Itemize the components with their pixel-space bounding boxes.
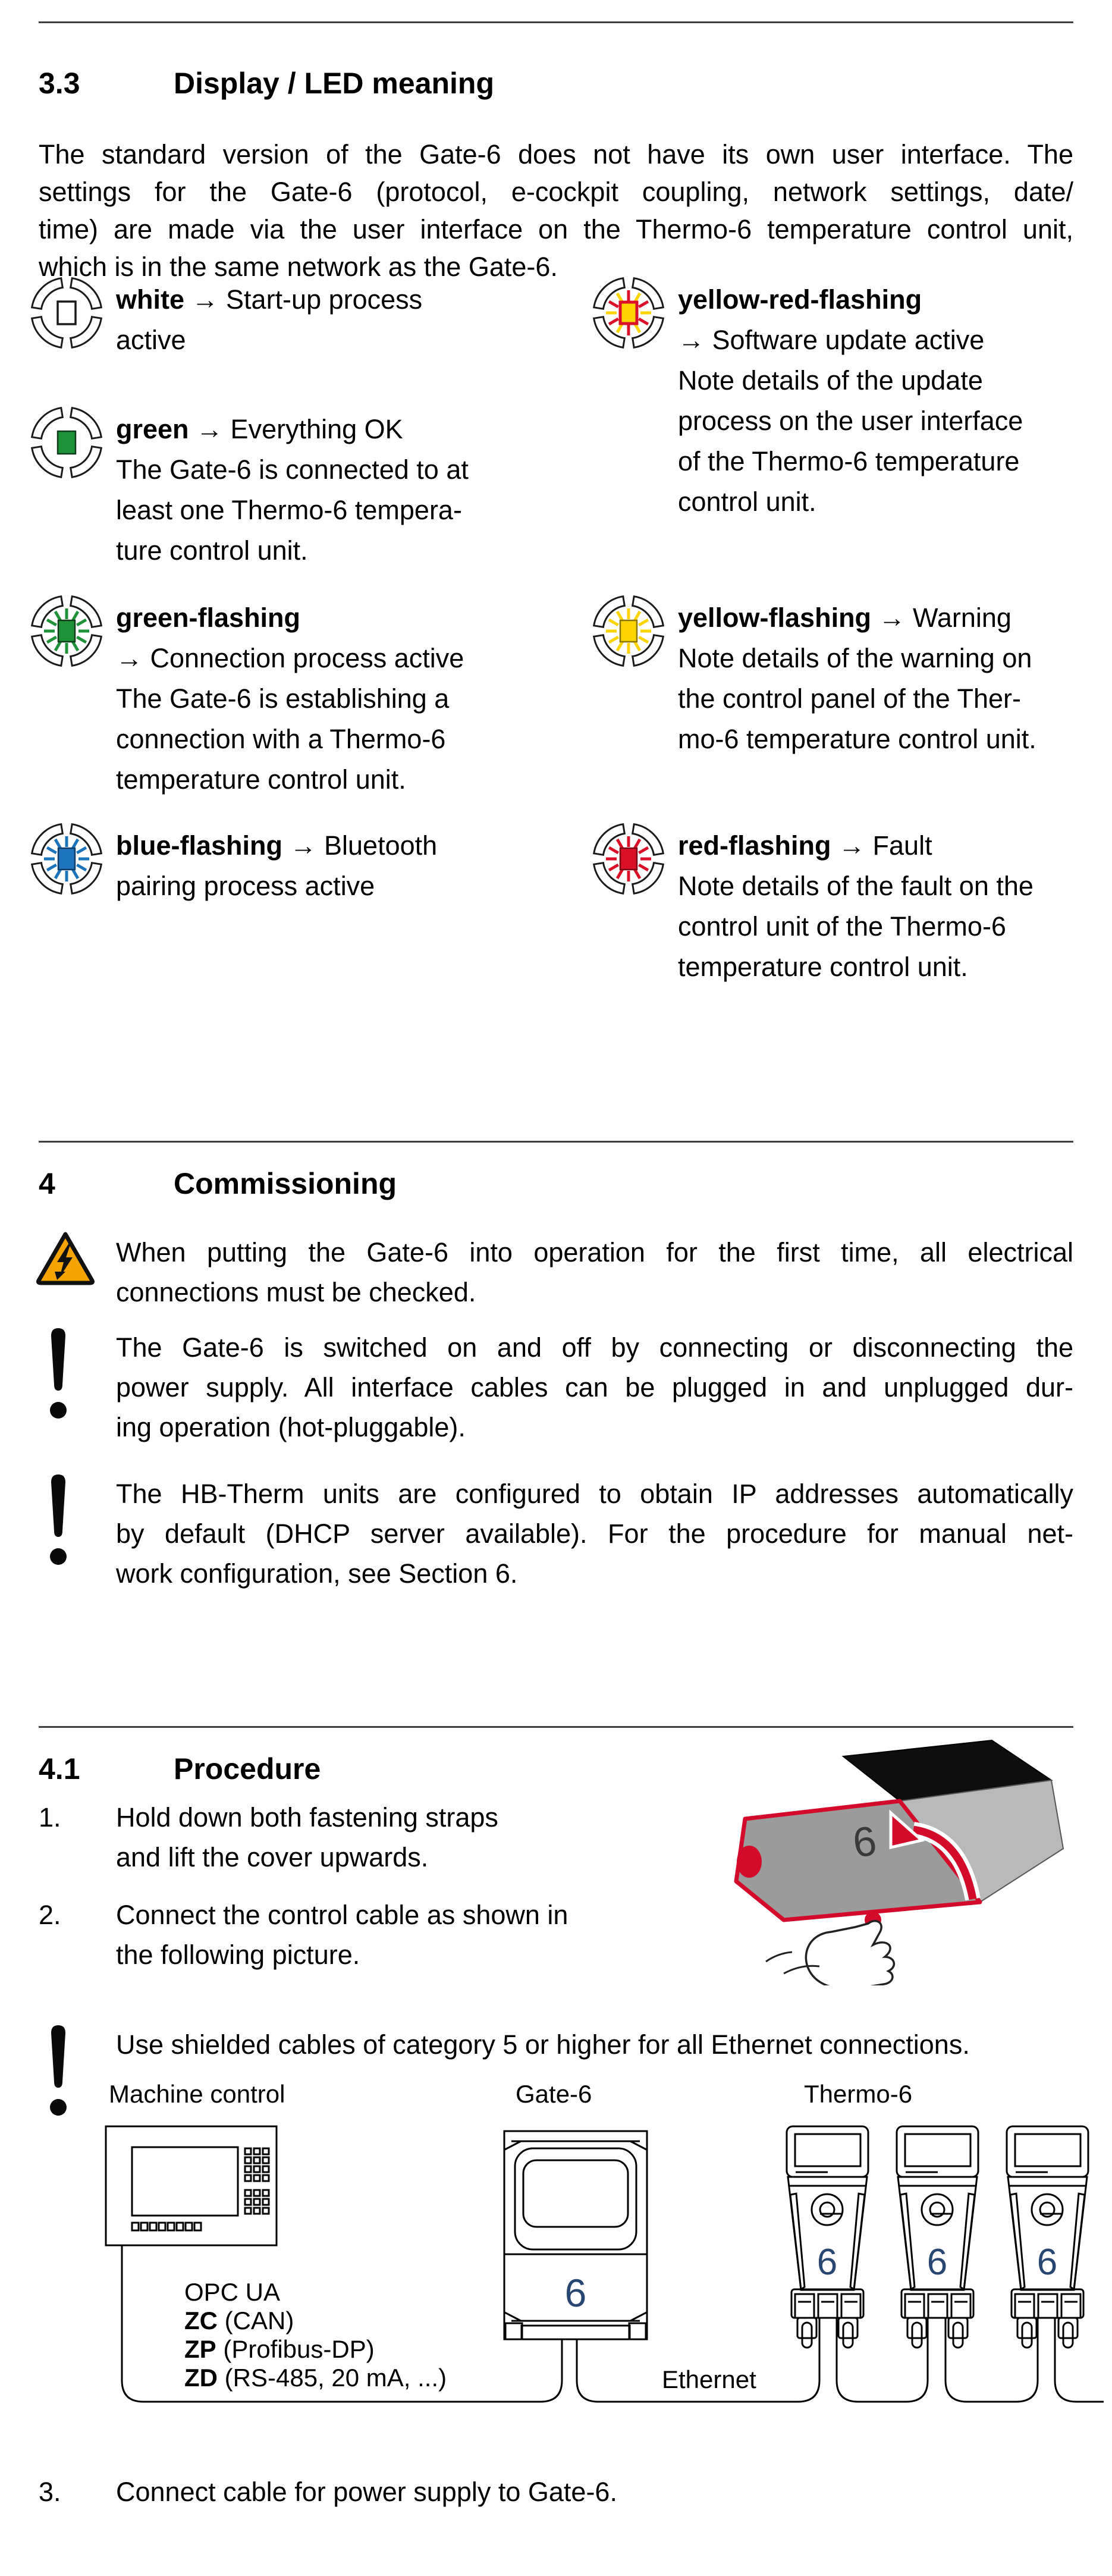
- text-line: ing operation (hot-pluggable).: [116, 1412, 466, 1442]
- led-entry-white: [116, 280, 556, 360]
- text-line: settings for the Gate-6 (protocol, e-cockpit coupling, network settings, date/: [39, 177, 1073, 207]
- led-white-icon: [30, 276, 103, 350]
- section-4-1-title: Procedure: [174, 1752, 321, 1786]
- gate6-box: [504, 2131, 647, 2339]
- text-line: red-flashing → Fault: [678, 830, 932, 861]
- connection-diagram: [0, 2058, 1112, 2451]
- step-text: [116, 1895, 651, 1975]
- section-3-3-number: 3.3: [39, 67, 80, 100]
- thermo6-unit: [787, 2126, 868, 2348]
- led-yellow-red-flashing-icon: [592, 276, 665, 350]
- text-line: temperature control unit.: [116, 764, 406, 795]
- led-entry-red-flashing: [678, 826, 1076, 987]
- machine-control-box: [106, 2126, 277, 2245]
- hand-icon: [806, 1921, 894, 1985]
- exclamation-icon: [45, 1473, 71, 1568]
- text-line: by default (DHCP server available). For the procedure for manual net-: [116, 1518, 1073, 1549]
- text-line: mo-6 temperature control unit.: [678, 724, 1036, 754]
- section-3-3-title: Display / LED meaning: [174, 67, 495, 100]
- text-line: yellow-red-flashing: [678, 284, 922, 315]
- cover-digit: 6: [850, 1817, 879, 1866]
- label-machine-control: Machine control: [109, 2080, 285, 2108]
- text-line: → Connection process active: [116, 643, 464, 673]
- hb-therm-logo-icon: [812, 2194, 843, 2225]
- note-text: [116, 1328, 1073, 1447]
- led-yellow-flashing-icon: [592, 594, 665, 668]
- text-line: time) are made via the user interface on the Thermo-6 temperature control unit,: [39, 214, 1073, 244]
- text-line: control unit of the Thermo-6: [678, 911, 1006, 942]
- text-line: → Software update active: [678, 325, 985, 355]
- step-number: 1.: [39, 1802, 61, 1833]
- led-green-flashing-icon: [30, 594, 103, 668]
- label-gate6: Gate-6: [516, 2080, 592, 2108]
- text-line: ZC (CAN): [184, 2307, 294, 2335]
- text-line: ZP (Profibus-DP): [184, 2335, 375, 2363]
- text-line: OPC UA: [184, 2278, 281, 2306]
- text-line: connections must be checked.: [116, 1277, 476, 1307]
- thermo6-units: [787, 2126, 1088, 2348]
- intro-paragraph: [39, 136, 1073, 285]
- text-line: The Gate-6 is switched on and off by connecting or disconnecting the: [116, 1332, 1073, 1363]
- fastening-strap-left: [737, 1846, 762, 1878]
- thermo6-digit: 6: [816, 2242, 838, 2283]
- text-line: Hold down both fastening straps: [116, 1802, 498, 1833]
- step-text: [116, 1797, 651, 1877]
- text-line: pairing process active: [116, 871, 375, 901]
- hb-therm-logo-icon: [1032, 2194, 1063, 2225]
- section-4-number: 4: [39, 1167, 55, 1200]
- thermo6-unit: [1007, 2126, 1088, 2348]
- text-line: power supply. All interface cables can be plugged in and unplugged dur-: [116, 1372, 1073, 1402]
- text-line: Note details of the warning on: [678, 643, 1032, 673]
- cable-thermo1-to-thermo2: [837, 2318, 928, 2402]
- text-line: Connect the control cable as shown in: [116, 1900, 568, 1930]
- led-green-icon: [30, 406, 103, 479]
- cable-thermo2-to-thermo3: [945, 2318, 1038, 2402]
- text-line: Note details of the update: [678, 365, 983, 396]
- section-divider-4: [39, 1141, 1073, 1143]
- label-thermo6: Thermo-6: [804, 2080, 913, 2108]
- text-line: The Gate-6 is establishing a: [116, 683, 450, 714]
- text-line: ZD (RS-485, 20 mA, ...): [184, 2364, 447, 2392]
- text-line: green-flashing: [116, 603, 301, 633]
- text-line: the control panel of the Ther-: [678, 683, 1022, 714]
- text-line: Note details of the fault on the: [678, 871, 1034, 901]
- text-line: ture control unit.: [116, 535, 308, 566]
- led-blue-flashing-icon: [30, 822, 103, 896]
- machine-control-buttons: [132, 2148, 269, 2230]
- text-line: active: [116, 325, 186, 355]
- gate6-cover-illustration: [695, 1724, 1075, 1985]
- text-line: Use shielded cables of category 5 or higher for all Ethernet connections.: [116, 2029, 970, 2060]
- text-line: the following picture.: [116, 1940, 360, 1970]
- led-entry-green-flashing: [116, 598, 556, 800]
- electrical-warning-icon: [34, 1230, 96, 1286]
- thermo6-digit: 6: [1036, 2242, 1058, 2283]
- text-line: process on the user interface: [678, 406, 1023, 436]
- note-text: [116, 1232, 1073, 1312]
- gate6-device-art: [736, 1740, 1063, 1985]
- text-line: and lift the cover upwards.: [116, 1842, 429, 1872]
- text-line: white → Start-up process: [116, 284, 423, 315]
- section-4-1-number: 4.1: [39, 1752, 80, 1786]
- cable-thermo3-out: [1055, 2318, 1104, 2402]
- section-4-title: Commissioning: [174, 1167, 397, 1200]
- protocol-list: [184, 2278, 447, 2392]
- text-line: When putting the Gate-6 into operation for the first time, all electrical: [116, 1237, 1073, 1267]
- step-number: 3.: [39, 2477, 61, 2507]
- hb-therm-logo-icon: [922, 2194, 953, 2225]
- text-line: The HB-Therm units are configured to obtain IP addresses automatically: [116, 1479, 1073, 1509]
- text-line: The Gate-6 is connected to at: [116, 454, 469, 485]
- text-line: which is in the same network as the Gate-6.: [39, 252, 558, 282]
- text-line: least one Thermo-6 tempera-: [116, 495, 462, 525]
- text-line: connection with a Thermo-6: [116, 724, 446, 754]
- thermo6-unit: [897, 2126, 978, 2348]
- step-number: 2.: [39, 1900, 61, 1930]
- label-ethernet: Ethernet: [662, 2365, 756, 2393]
- text-line: of the Thermo-6 temperature: [678, 446, 1020, 476]
- gate6-digit: 6: [564, 2271, 587, 2315]
- step-text: [116, 2472, 948, 2512]
- led-entry-yellow-red-flashing: [678, 280, 1076, 522]
- exclamation-icon: [45, 1326, 71, 1422]
- text-line: green → Everything OK: [116, 414, 403, 444]
- text-line: The standard version of the Gate-6 does not have its own user interface. The: [39, 139, 1073, 170]
- text-line: work configuration, see Section 6.: [116, 1558, 518, 1589]
- thermo6-digit: 6: [926, 2242, 948, 2283]
- led-entry-blue-flashing: [116, 826, 556, 906]
- led-red-flashing-icon: [592, 822, 665, 896]
- section-divider-top: [39, 21, 1073, 23]
- text-line: yellow-flashing → Warning: [678, 603, 1012, 633]
- text-line: temperature control unit.: [678, 952, 968, 982]
- text-line: control unit.: [678, 487, 816, 517]
- note-text: [116, 1474, 1073, 1593]
- led-entry-green: [116, 409, 556, 571]
- text-line: blue-flashing → Bluetooth: [116, 830, 438, 861]
- text-line: Connect cable for power supply to Gate-6.: [116, 2477, 617, 2507]
- led-entry-yellow-flashing: [678, 598, 1076, 760]
